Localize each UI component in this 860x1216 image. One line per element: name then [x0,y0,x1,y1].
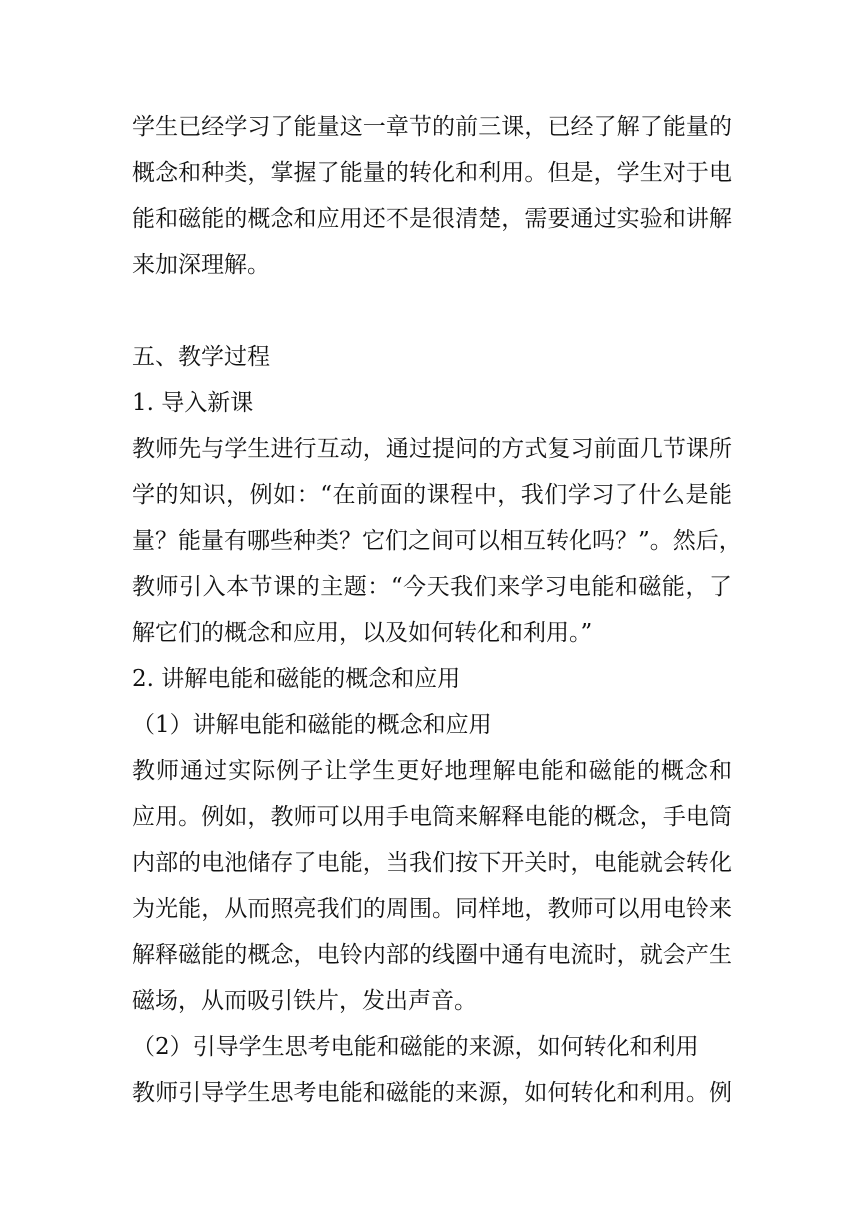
subitem-2 [132,1024,732,1116]
section-heading: 五、教学过程 [132,344,270,370]
paragraph-gap [132,288,732,334]
text-line: 来加深理解。 [132,252,270,278]
subitem-title: （1）讲解电能和磁能的概念和应用 [132,712,492,738]
text-line: 教师引导学生思考电能和磁能的来源，如何转化和利用。例 [132,1080,732,1106]
subitem-title: （2）引导学生思考电能和磁能的来源，如何转化和利用 [132,1034,699,1060]
text-line: 学的知识，例如：“在前面的课程中，我们学习了什么是能 [132,482,732,508]
text-line: 磁场，从而吸引铁片，发出声音。 [132,988,477,1014]
text-line: 解释磁能的概念，电铃内部的线圈中通有电流时，就会产生 [132,942,732,968]
text-line: 解它们的概念和应用，以及如何转化和利用。” [132,620,593,646]
text-line: 学生已经学习了能量这一章节的前三课，已经了解了能量的 [132,114,732,140]
item-title: 1. 导入新课 [132,390,254,416]
text-line: 应用。例如，教师可以用手电筒来解释电能的概念，手电筒 [132,804,732,830]
item-title: 2. 讲解电能和磁能的概念和应用 [132,666,461,692]
subitem-1 [132,702,732,1024]
text-line: 量？能量有哪些种类？它们之间可以相互转化吗？”。然后， [132,528,742,554]
text-line: 教师先与学生进行互动，通过提问的方式复习前面几节课所 [132,436,732,462]
item-2 [132,656,732,1116]
text-line: 概念和种类，掌握了能量的转化和利用。但是，学生对于电 [132,160,732,186]
intro-paragraph [132,104,732,288]
text-line: 内部的电池储存了电能，当我们按下开关时，电能就会转化 [132,850,732,876]
document-page [132,104,742,1116]
text-line: 教师通过实际例子让学生更好地理解电能和磁能的概念和 [132,758,732,784]
section-five [132,334,742,1116]
text-line: 为光能，从而照亮我们的周围。同样地，教师可以用电铃来 [132,896,732,922]
text-line: 能和磁能的概念和应用还不是很清楚，需要通过实验和讲解 [132,206,732,232]
text-line: 教师引入本节课的主题：“今天我们来学习电能和磁能，了 [132,574,732,600]
item-1 [132,380,742,656]
